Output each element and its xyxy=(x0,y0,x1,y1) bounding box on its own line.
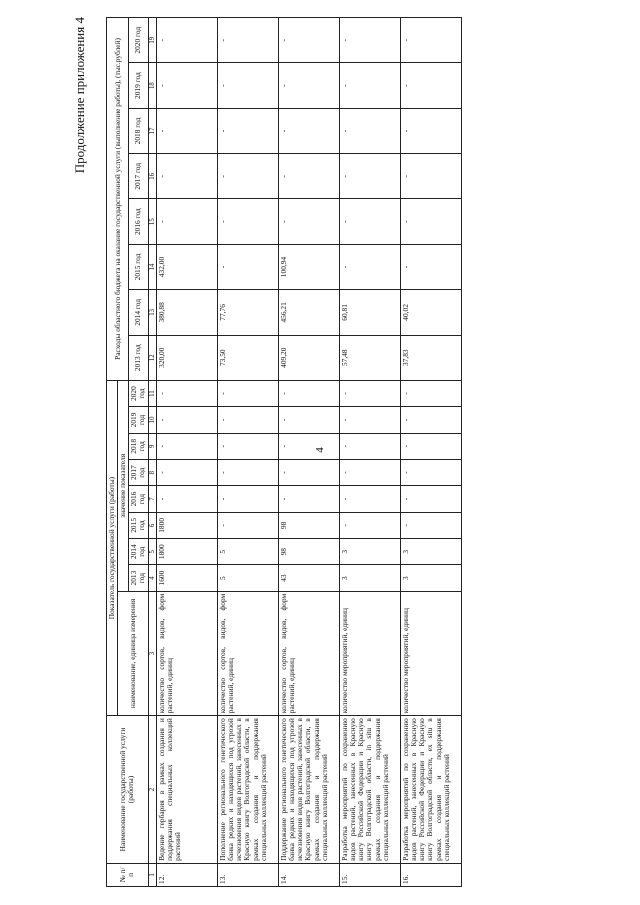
indicator-value: - xyxy=(218,380,279,406)
row-number: 16. xyxy=(401,863,462,886)
indicator-value: - xyxy=(401,380,462,406)
expense-value: - xyxy=(157,63,218,108)
expense-value: - xyxy=(218,244,279,289)
expense-value: - xyxy=(157,154,218,199)
expense-year-header: 2020 год xyxy=(129,18,148,63)
indicator-value: - xyxy=(279,380,340,406)
table-row xyxy=(279,18,340,887)
expense-value: - xyxy=(340,108,401,153)
expense-year-header: 2015 год xyxy=(129,244,148,289)
column-number-row xyxy=(148,18,156,887)
indicator-value: 5 xyxy=(218,539,279,565)
expense-value: - xyxy=(218,18,279,63)
expense-value: - xyxy=(218,63,279,108)
indicator-unit: количество сортов, видов, форм растений, единиц xyxy=(218,591,279,715)
expense-value: 432,00 xyxy=(157,244,218,289)
column-number: 13 xyxy=(148,290,156,335)
column-number: 14 xyxy=(148,244,156,289)
indicator-value: 98 xyxy=(279,512,340,538)
expense-value: - xyxy=(340,154,401,199)
indicator-year-header: 2019 год xyxy=(129,407,148,433)
indicator-value: - xyxy=(279,433,340,459)
expense-value: 77,76 xyxy=(218,290,279,335)
indicator-year-header: 2016 год xyxy=(129,486,148,512)
table-row xyxy=(401,18,462,887)
expense-value: - xyxy=(157,18,218,63)
column-number: 12 xyxy=(148,335,156,380)
appendix-caption: Продолжение приложения 4 xyxy=(72,17,87,174)
column-number: 8 xyxy=(148,459,156,485)
indicator-value: 43 xyxy=(279,565,340,591)
header-indicator-group: Показатель государственной услуги (работы) xyxy=(107,380,118,715)
expense-value: 380,88 xyxy=(157,290,218,335)
indicator-unit: количество сортов, видов, форм растений, единиц xyxy=(157,591,218,715)
expense-year-header: 2013 год xyxy=(129,335,148,380)
indicator-value: - xyxy=(401,486,462,512)
expense-value: - xyxy=(218,154,279,199)
indicator-value: - xyxy=(340,407,401,433)
expense-value: 73,50 xyxy=(218,335,279,380)
header-indicator-name: наименование, единица измерения xyxy=(118,591,148,715)
rotated-page xyxy=(72,17,602,887)
header-name: Наименование государственной услуги (работы) xyxy=(107,716,149,864)
expense-year-header: 2018 год xyxy=(129,108,148,153)
indicator-value: 1800 xyxy=(157,539,218,565)
indicator-value: - xyxy=(340,512,401,538)
indicator-value: - xyxy=(340,486,401,512)
column-number: 7 xyxy=(148,486,156,512)
indicator-value: - xyxy=(401,407,462,433)
expense-year-header: 2014 год xyxy=(129,290,148,335)
expense-value: - xyxy=(401,199,462,244)
expense-year-header: 2019 год xyxy=(129,63,148,108)
column-number: 1 xyxy=(148,863,156,886)
table-body xyxy=(157,18,462,887)
expense-value: 60,81 xyxy=(340,290,401,335)
column-number: 18 xyxy=(148,63,156,108)
table-row xyxy=(340,18,401,887)
expense-value: 40,02 xyxy=(401,290,462,335)
table-row xyxy=(218,18,279,887)
column-number: 15 xyxy=(148,199,156,244)
indicator-year-header: 2013 год xyxy=(129,565,148,591)
table-row xyxy=(157,18,218,887)
indicator-year-header: 2018 год xyxy=(129,433,148,459)
column-number: 19 xyxy=(148,18,156,63)
indicator-value: 5 xyxy=(218,565,279,591)
row-number: 14. xyxy=(279,863,340,886)
row-number: 13. xyxy=(218,863,279,886)
indicator-value: - xyxy=(218,512,279,538)
expense-value: 320,00 xyxy=(157,335,218,380)
indicator-unit: количество мероприятий, единиц xyxy=(401,591,462,715)
services-table xyxy=(106,17,462,887)
indicator-value: 3 xyxy=(340,539,401,565)
service-name: Разработка мероприятий по сохранению видов растений, занесенных в Красную книгу Российской Федерации и Красную книгу Волгоградской области, ex situ в рамках создания и поддержания специальных коллекций растений xyxy=(401,716,462,864)
page-number: 4 xyxy=(314,447,326,453)
indicator-value: - xyxy=(157,459,218,485)
indicator-unit: количество сортов, видов, форм растений, единиц xyxy=(279,591,340,715)
indicator-value: - xyxy=(340,380,401,406)
indicator-value: - xyxy=(157,433,218,459)
service-name: Ведение гербария в рамках создания и поддержания специальных коллекций растений xyxy=(157,716,218,864)
indicator-value: 3 xyxy=(401,565,462,591)
indicator-value: 98 xyxy=(279,539,340,565)
expense-value: - xyxy=(340,18,401,63)
indicator-value: - xyxy=(340,459,401,485)
indicator-year-header: 2017 год xyxy=(129,459,148,485)
expense-value: - xyxy=(279,154,340,199)
expense-value: - xyxy=(218,108,279,153)
indicator-value: - xyxy=(279,459,340,485)
indicator-value: - xyxy=(279,407,340,433)
expense-value: - xyxy=(279,18,340,63)
expense-value: - xyxy=(401,63,462,108)
column-number: 10 xyxy=(148,407,156,433)
expense-value: - xyxy=(401,18,462,63)
expense-year-header: 2016 год xyxy=(129,199,148,244)
service-name: Поддержание регионального генетического банка редких и находящихся под угрозой исчезновения видов растений, занесенных в Красную книгу Волгоградской области, в рамках создания и поддержания специальных коллекций растений xyxy=(279,716,340,864)
indicator-value: 3 xyxy=(340,565,401,591)
indicator-value: - xyxy=(401,433,462,459)
expense-value: 57,48 xyxy=(340,335,401,380)
expense-value: - xyxy=(279,63,340,108)
expense-value: 100,94 xyxy=(279,244,340,289)
indicator-year-header: 2014 год xyxy=(129,539,148,565)
expense-value: 409,20 xyxy=(279,335,340,380)
expense-value: - xyxy=(401,244,462,289)
expense-value: - xyxy=(340,199,401,244)
expense-value: - xyxy=(401,108,462,153)
indicator-value: - xyxy=(401,512,462,538)
indicator-unit: количество мероприятий, единиц xyxy=(340,591,401,715)
indicator-value: 3 xyxy=(401,539,462,565)
header-num: № п/п xyxy=(107,863,149,886)
expense-value: 456,21 xyxy=(279,290,340,335)
expense-value: 37,83 xyxy=(401,335,462,380)
column-number: 11 xyxy=(148,380,156,406)
indicator-value: - xyxy=(218,459,279,485)
expense-value: - xyxy=(279,108,340,153)
indicator-year-header: 2020 год xyxy=(129,380,148,406)
expense-year-header: 2017 год xyxy=(129,154,148,199)
row-number: 15. xyxy=(340,863,401,886)
service-name: Разработка мероприятий по сохранению видов растений, занесенных в Красную книгу Российской Федерации и Красную книгу Волгоградской области, in situ в рамках создания и поддержания специальных коллекций растений xyxy=(340,716,401,864)
expense-value: - xyxy=(340,63,401,108)
column-number: 9 xyxy=(148,433,156,459)
indicator-value: - xyxy=(340,433,401,459)
indicator-value: - xyxy=(218,407,279,433)
indicator-value: - xyxy=(401,459,462,485)
expense-value: - xyxy=(218,199,279,244)
indicator-value: 1800 xyxy=(157,512,218,538)
expense-value: - xyxy=(340,244,401,289)
row-number: 12. xyxy=(157,863,218,886)
indicator-value: - xyxy=(157,380,218,406)
header-indicator-value: значение показателя xyxy=(118,380,129,591)
indicator-year-header: 2015 год xyxy=(129,512,148,538)
indicator-value: - xyxy=(218,433,279,459)
column-number: 5 xyxy=(148,539,156,565)
indicator-value: 1600 xyxy=(157,565,218,591)
expense-value: - xyxy=(401,154,462,199)
header-expenses: Расходы областного бюджета на оказание государственной услуги (выполнение работы), (тыс.рублей) xyxy=(107,18,129,381)
expense-value: - xyxy=(157,199,218,244)
indicator-value: - xyxy=(157,407,218,433)
column-number: 2 xyxy=(148,716,156,864)
expense-value: - xyxy=(279,199,340,244)
column-number: 17 xyxy=(148,108,156,153)
indicator-value: - xyxy=(279,486,340,512)
column-number: 6 xyxy=(148,512,156,538)
column-number: 4 xyxy=(148,565,156,591)
indicator-value: - xyxy=(157,486,218,512)
column-number: 3 xyxy=(148,591,156,715)
service-name: Пополнение регионального генетического банка редких и находящихся под угрозой исчезновения видов растений, занесенных в Красную книгу Волгоградской области, в рамках создания и поддержания специальных коллекций растений xyxy=(218,716,279,864)
indicator-value: - xyxy=(218,486,279,512)
column-number: 16 xyxy=(148,154,156,199)
expense-value: - xyxy=(157,108,218,153)
